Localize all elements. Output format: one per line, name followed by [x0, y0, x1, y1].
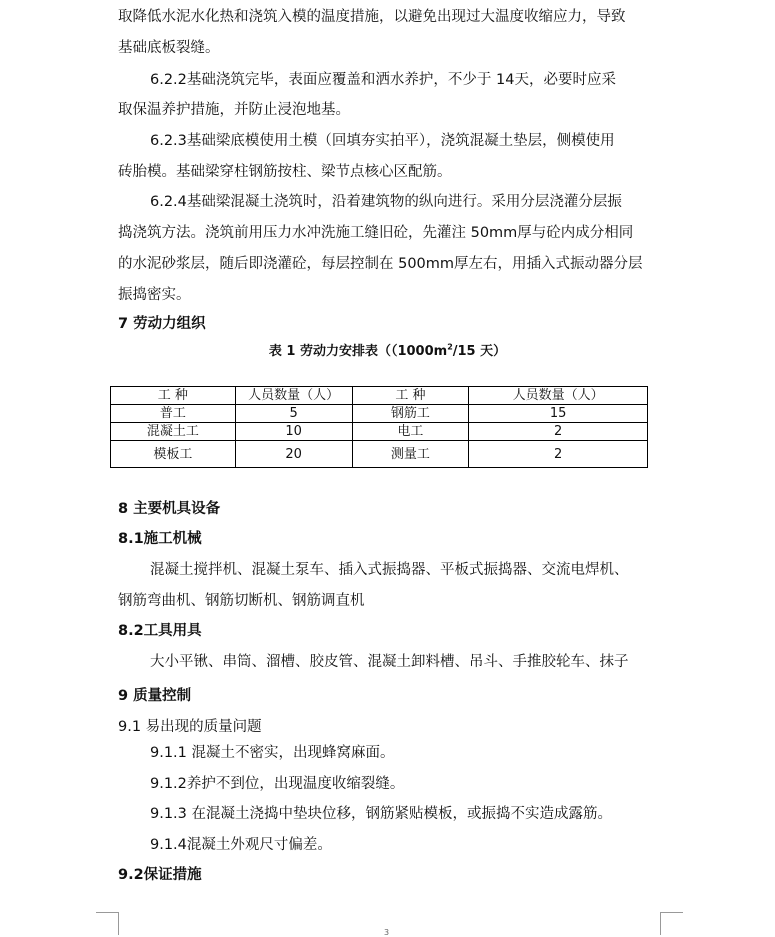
section-heading-7: 7 劳动力组织	[118, 316, 206, 332]
clause-9-1-2: 9.1.2养护不到位，出现温度收缩裂缝。	[150, 776, 405, 792]
table-cell: 普工	[111, 405, 236, 423]
table-row	[111, 441, 648, 468]
page-number: 3	[384, 928, 390, 937]
subsection-heading-8-2: 8.2工具用具	[118, 623, 202, 639]
table-cell: 10	[235, 423, 352, 441]
header-cell: 工 种	[111, 387, 236, 405]
labor-table	[110, 386, 648, 468]
header-cell: 工 种	[352, 387, 469, 405]
table-cell: 2	[469, 423, 648, 441]
table-caption	[0, 340, 775, 359]
paragraph-line: 的水泥砂浆层，随后即浇灌砼，每层控制在 500mm厚左右，用插入式振动器分层	[118, 256, 643, 272]
section-heading-9: 9 质量控制	[118, 688, 192, 704]
paragraph-line: 捣浇筑方法。浇筑前用压力水冲洗施工缝旧砼，先灌注 50mm厚与砼内成分相同	[118, 225, 634, 241]
table-row	[111, 423, 648, 441]
clause-6-2-2: 6.2.2基础浇筑完毕，表面应覆盖和洒水养护，不少于 14天，必要时应采	[150, 72, 616, 88]
clause-9-1-4: 9.1.4混凝土外观尺寸偏差。	[150, 837, 332, 853]
paragraph-line: 钢筋弯曲机、钢筋切断机、钢筋调直机	[118, 593, 365, 609]
subsection-heading-9-2: 9.2保证措施	[118, 867, 202, 883]
table-cell: 测量工	[352, 441, 469, 468]
table-cell: 钢筋工	[352, 405, 469, 423]
paragraph-line: 取降低水泥水化热和浇筑入模的温度措施，以避免出现过大温度收缩应力，导致	[118, 9, 626, 25]
clause-6-2-4: 6.2.4基础梁混凝土浇筑时，沿着建筑物的纵向进行。采用分层浇灌分层振	[150, 194, 622, 210]
page-corner-mark	[660, 912, 683, 935]
subsection-heading-8-1: 8.1施工机械	[118, 531, 202, 547]
table-cell: 5	[235, 405, 352, 423]
paragraph-line: 取保温养护措施，并防止浸泡地基。	[118, 102, 350, 118]
table-row	[111, 405, 648, 423]
caption-sup: 2	[447, 342, 453, 352]
clause-9-1-3: 9.1.3 在混凝土浇捣中垫块位移，钢筋紧贴模板，或振捣不实造成露筋。	[150, 806, 613, 822]
table-header-row	[111, 387, 648, 405]
header-cell: 人员数量（人）	[469, 387, 648, 405]
table-cell: 20	[235, 441, 352, 468]
section-heading-8: 8 主要机具设备	[118, 501, 221, 517]
clause-6-2-3: 6.2.3基础梁底模使用土模（回填夯实拍平），浇筑混凝土垫层，侧模使用	[150, 133, 615, 149]
caption-main: 表 1 劳动力安排表（（1000m	[268, 344, 448, 359]
paragraph-line: 大小平锹、串筒、溜槽、胶皮管、混凝土卸料槽、吊斗、手推胶轮车、抹子	[150, 654, 629, 670]
subsection-heading-9-1: 9.1 易出现的质量问题	[118, 719, 262, 735]
page-corner-mark	[96, 912, 119, 935]
header-cell: 人员数量（人）	[235, 387, 352, 405]
table-cell: 15	[469, 405, 648, 423]
table-cell: 混凝土工	[111, 423, 236, 441]
paragraph-line: 振捣密实。	[118, 287, 191, 303]
paragraph-line: 砖胎模。基础梁穿柱钢筋按柱、梁节点核心区配筋。	[118, 164, 452, 180]
clause-9-1-1: 9.1.1 混凝土不密实，出现蜂窝麻面。	[150, 745, 395, 761]
table-cell: 电工	[352, 423, 469, 441]
paragraph-line: 混凝土搅拌机、混凝土泵车、插入式振捣器、平板式振捣器、交流电焊机、	[150, 562, 629, 578]
caption-tail: /15 天）	[452, 344, 507, 359]
table-cell: 模板工	[111, 441, 236, 468]
table-cell: 2	[469, 441, 648, 468]
paragraph-line: 基础底板裂缝。	[118, 40, 220, 56]
